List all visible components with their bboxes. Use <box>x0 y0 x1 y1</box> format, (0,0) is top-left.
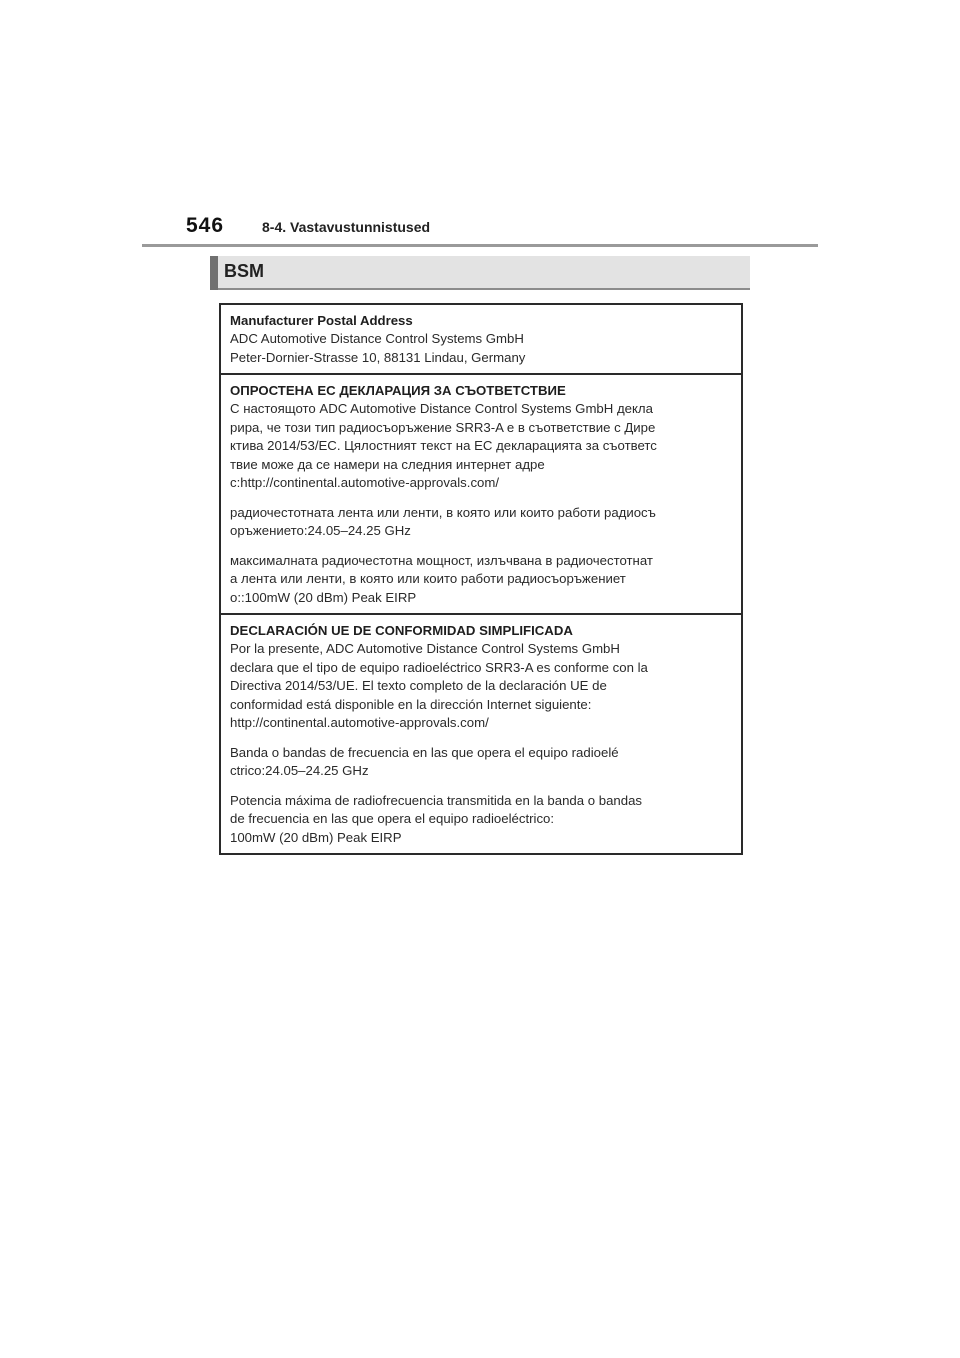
text-line: http://continental.automotive-approvals.com/ <box>230 715 489 730</box>
paragraph-gap <box>230 781 732 792</box>
text-line: Banda o bandas de frecuencia en las que opera el equipo radioelé <box>230 744 619 760</box>
text-line: declara que el tipo de equipo radioeléctrico SRR3-A es conforme con la <box>230 659 648 675</box>
text-line: ADC Automotive Distance Control Systems GmbH <box>230 331 524 346</box>
text-line: Potencia máxima de radiofrecuencia transmitida en la banda o bandas <box>230 792 642 808</box>
text-line: оръжението:24.05–24.25 GHz <box>230 523 411 538</box>
text-line: ктива 2014/53/ЕС. Цялостният текст на ЕС декларацията за съответс <box>230 438 657 453</box>
block-heading: ОПРОСТЕНА ЕС ДЕКЛАРАЦИЯ ЗА СЪОТВЕТСТВИЕ <box>230 383 566 398</box>
header-divider <box>142 244 818 247</box>
text-line: а лента или ленти, в която или които работи радиосъоръжениет <box>230 571 626 586</box>
text-line: de frecuencia en las que opera el equipo radioeléctrico: <box>230 811 555 826</box>
text-line: Peter-Dornier-Strasse 10, 88131 Lindau, Germany <box>230 349 526 365</box>
paragraph-gap <box>230 493 732 504</box>
chapter-title: 8-4. Vastavustunnistused <box>262 219 431 235</box>
section-accent <box>210 256 218 290</box>
paragraph-gap <box>230 541 732 552</box>
text-line: 100mW (20 dBm) Peak EIRP <box>230 829 402 845</box>
text-line: с:http://continental.automotive-approvals.com/ <box>230 475 500 490</box>
spanish-declaration-block <box>221 613 741 853</box>
block-heading: DECLARACIÓN UE DE CONFORMIDAD SIMPLIFICADA <box>230 623 573 638</box>
paragraph-gap <box>230 733 732 744</box>
block-heading: Manufacturer Postal Address <box>230 313 413 328</box>
manufacturer-address-block <box>221 305 741 373</box>
text-line: Por la presente, ADC Automotive Distance Control Systems GmbH <box>230 641 620 656</box>
text-line: ctrico:24.05–24.25 GHz <box>230 763 369 778</box>
text-line: рира, че този тип радиосъоръжение SRR3-A е в съответствие с Дире <box>230 419 656 435</box>
section-heading-bar <box>210 256 750 290</box>
text-line: твие може да се намери на следния интернет адре <box>230 456 545 472</box>
section-title: BSM <box>224 261 264 281</box>
text-line: Directiva 2014/53/UE. El texto completo de la declaración UE de <box>230 678 607 693</box>
text-line: о::100mW (20 dBm) Peak EIRP <box>230 589 417 605</box>
text-line: conformidad está disponible en la dirección Internet siguiente: <box>230 696 592 712</box>
page-number: 546 <box>186 214 225 237</box>
text-line: максималната радиочестотна мощност, излъчвана в радиочестотнат <box>230 552 653 568</box>
text-line: С настоящото ADC Automotive Distance Control Systems GmbH декла <box>230 401 653 416</box>
text-line: радиочестотната лента или ленти, в която или които работи радиосъ <box>230 504 656 520</box>
declaration-table <box>219 303 743 855</box>
bulgarian-declaration-block <box>221 373 741 613</box>
